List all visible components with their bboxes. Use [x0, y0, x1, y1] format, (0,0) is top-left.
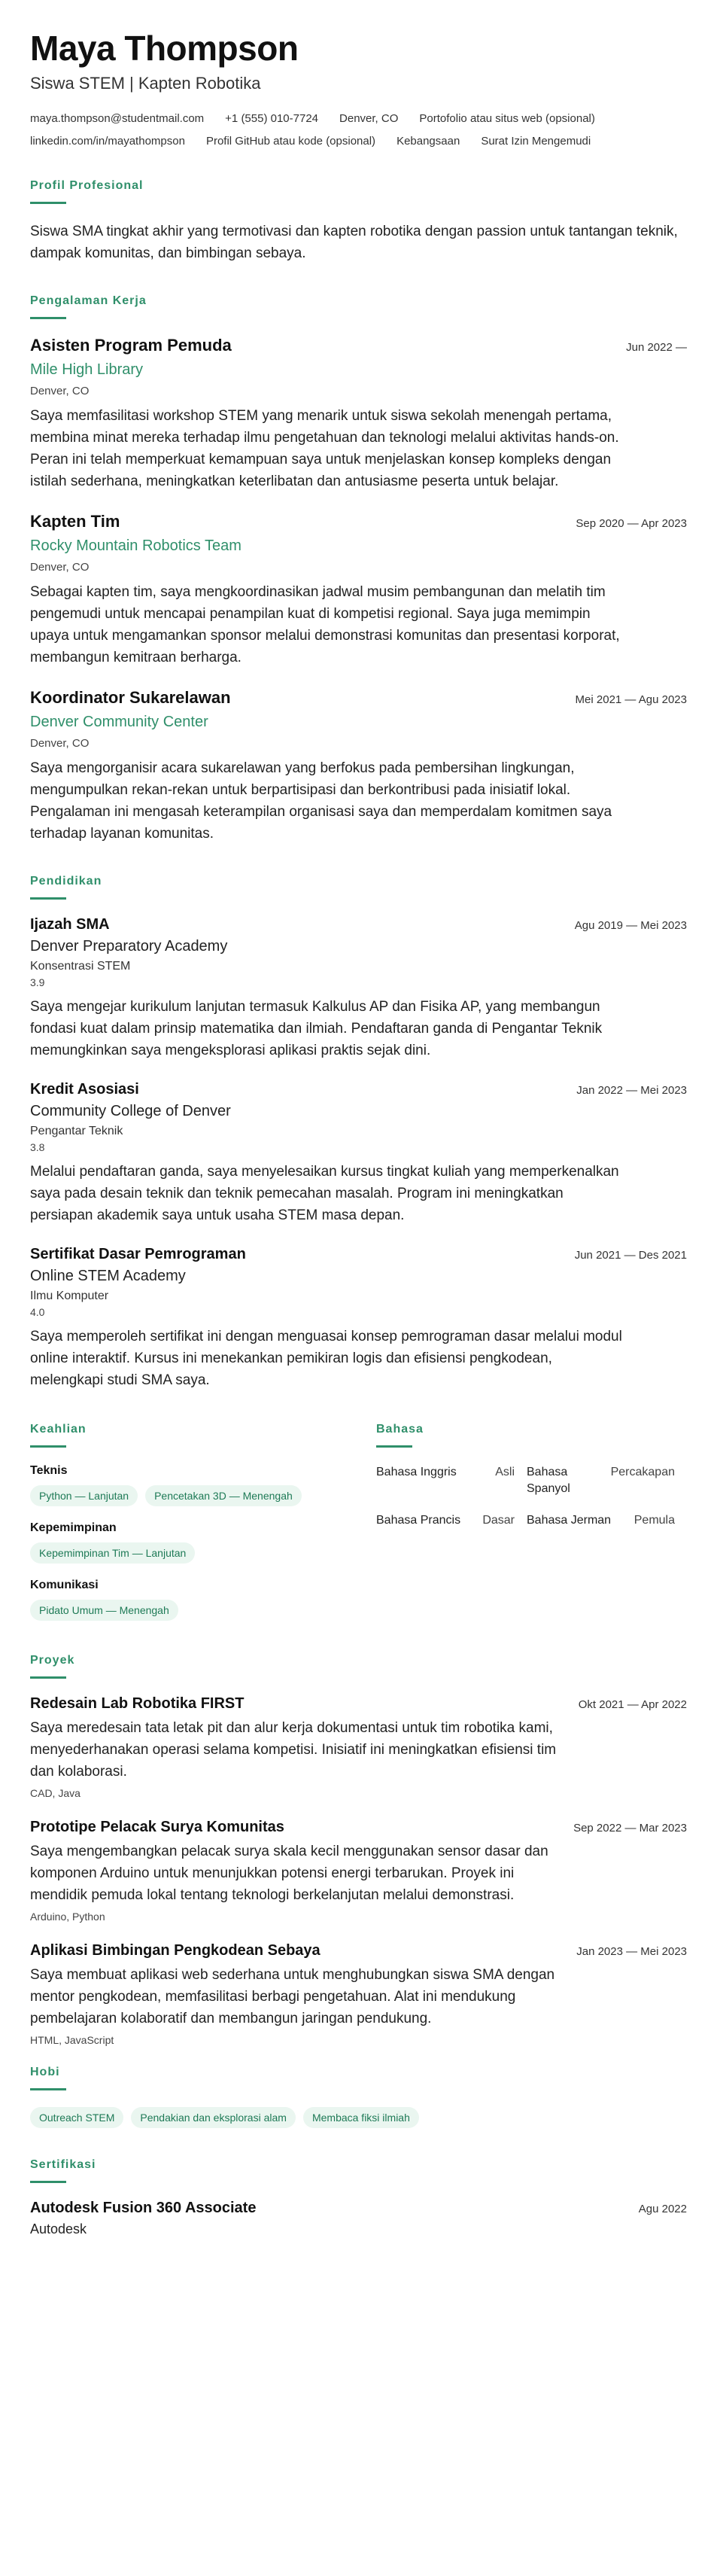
- contact-location: Denver, CO: [339, 112, 399, 125]
- section-rule: [30, 1676, 66, 1679]
- contact-linkedin: linkedin.com/in/mayathompson: [30, 135, 185, 148]
- skills-languages-row: [30, 1411, 687, 1636]
- education-entry: [30, 1246, 687, 1391]
- experience-section: [30, 294, 687, 845]
- school-name: Community College of Denver: [30, 1103, 231, 1119]
- certifications-section: [30, 2158, 687, 2237]
- school-name: Denver Preparatory Academy: [30, 938, 228, 955]
- gpa-value: 3.9: [30, 976, 45, 988]
- languages-section: [376, 1411, 687, 1636]
- project-entry: [30, 1695, 687, 1799]
- section-title: Proyek: [30, 1654, 75, 1667]
- language-level: Asli: [495, 1466, 515, 1478]
- hobby-chip: Outreach STEM: [30, 2107, 123, 2128]
- project-name: Prototipe Pelacak Surya Komunitas: [30, 1819, 284, 1835]
- language-item: [527, 1464, 687, 1497]
- section-title: Profil Profesional: [30, 179, 144, 192]
- job-title: Asisten Program Pemuda: [30, 336, 232, 355]
- skill-chip: Kepemimpinan Tim — Lanjutan: [30, 1542, 195, 1564]
- section-rule: [376, 1445, 412, 1448]
- candidate-tagline: Siswa STEM | Kapten Robotika: [30, 74, 261, 93]
- candidate-name: Maya Thompson: [30, 29, 299, 68]
- experience-entry: [30, 688, 687, 845]
- education-description: Melalui pendaftaran ganda, saya menyelesaikan kursus tingkat kuliah yang memperkenalkan saya pada desain teknik dan teknik pemecahan masalah. Program ini meningkatkan persiapan akademik saya untuk usaha STEM masa depan.: [30, 1164, 619, 1223]
- job-location: Denver, CO: [30, 561, 90, 574]
- project-date: Sep 2022 — Mar 2023: [573, 1822, 687, 1835]
- section-rule: [30, 202, 66, 204]
- section-title: Pendidikan: [30, 875, 102, 888]
- job-title: Koordinator Sukarelawan: [30, 688, 231, 707]
- gpa-value: 4.0: [30, 1306, 45, 1318]
- language-item: [527, 1512, 687, 1529]
- language-item: [376, 1464, 527, 1497]
- project-date: Okt 2021 — Apr 2022: [578, 1698, 687, 1711]
- language-item: [376, 1512, 527, 1529]
- language-level: Pemula: [633, 1514, 675, 1527]
- job-employer: Denver Community Center: [30, 714, 208, 730]
- section-title: Bahasa: [376, 1423, 424, 1436]
- job-date: Mei 2021 — Agu 2023: [575, 693, 687, 706]
- language-name: Bahasa Inggris: [376, 1466, 457, 1478]
- contact-phone: +1 (555) 010-7724: [225, 112, 319, 125]
- degree-title: Kredit Asosiasi: [30, 1081, 139, 1098]
- contact-portfolio: Portofolio atau situs web (opsional): [419, 112, 595, 125]
- education-date: Agu 2019 — Mei 2023: [574, 919, 687, 932]
- summary-text: Siswa SMA tingkat akhir yang termotivasi dan kapten robotika dengan passion untuk tantangan teknik, dampak komunitas, dan bimbingan sebaya.: [30, 224, 678, 261]
- section-rule: [30, 2181, 66, 2183]
- education-description: Saya memperoleh sertifikat ini dengan menguasai konsep pemrograman dasar melalui modul online interaktif. Kursus ini menekankan pemikiran logis dan efisiensi pengkodean, melengkapi studi SMA saya.: [30, 1329, 622, 1388]
- skill-group-name: Teknis: [30, 1464, 68, 1477]
- job-date: Sep 2020 — Apr 2023: [576, 517, 687, 530]
- language-name: Bahasa Jerman: [527, 1514, 612, 1527]
- project-description: Saya meredesain tata letak pit dan alur kerja dokumentasi untuk tim robotika kami, menyederhanakan operasi selama kompetisi. Inisiatif ini meningkatkan efisiensi tim dan kolaborasi.: [30, 1720, 557, 1780]
- field-of-study: Pengantar Teknik: [30, 1125, 123, 1137]
- job-date: Jun 2022 —: [626, 341, 687, 354]
- field-of-study: Konsentrasi STEM: [30, 960, 131, 973]
- skill-group: [30, 1464, 376, 1506]
- skills-section: [30, 1411, 376, 1636]
- section-rule: [30, 2088, 66, 2090]
- certification-date: Agu 2022: [638, 2203, 687, 2215]
- project-entry: [30, 1942, 687, 2046]
- project-name: Redesain Lab Robotika FIRST: [30, 1695, 245, 1712]
- certification-entry: [30, 2200, 687, 2237]
- education-entry: [30, 1081, 687, 1226]
- skill-group-name: Kepemimpinan: [30, 1521, 117, 1534]
- hobby-chip: Pendakian dan eksplorasi alam: [131, 2107, 296, 2128]
- job-location: Denver, CO: [30, 737, 90, 750]
- skill-chip: Pidato Umum — Menengah: [30, 1600, 178, 1621]
- education-entry: [30, 916, 687, 1061]
- job-description: Saya memfasilitasi workshop STEM yang menarik untuk siswa sekolah menengah pertama, membina minat mereka terhadap ilmu pengetahuan dan teknologi melalui aktivitas hands-on. Peran ini telah memperkuat kemampuan saya untuk menjelaskan konsep kompleks dengan istilah sederhana, meningkatkan keterlibatan dan antusiasme peserta untuk belajar.: [30, 408, 619, 489]
- contact-list: [30, 111, 687, 149]
- job-description: Saya mengorganisir acara sukarelawan yang berfokus pada pembersihan lingkungan, mengumpulkan rekan-rekan untuk berpartisipasi dan berkontribusi pada inisiatif lokal. Pengalaman ini mengasah keterampilan organisasi saya dan memperdalam komitmen saya terhadap layanan komunitas.: [30, 760, 612, 842]
- section-title: Sertifikasi: [30, 2158, 96, 2171]
- contact-email: maya.thompson@studentmail.com: [30, 112, 205, 125]
- skill-group-name: Komunikasi: [30, 1579, 99, 1591]
- project-date: Jan 2023 — Mei 2023: [576, 1945, 687, 1958]
- project-tech: HTML, JavaScript: [30, 2034, 114, 2046]
- education-date: Jun 2021 — Des 2021: [574, 1249, 687, 1262]
- summary-section: [30, 179, 687, 264]
- projects-section: [30, 1654, 687, 2046]
- project-description: Saya mengembangkan pelacak surya skala kecil menggunakan sensor dasar dan komponen Arduino untuk menunjukkan potensi energi terbarukan. Proyek ini mendidik pemuda lokal tentang teknologi berkelanjutan melalui demonstrasi.: [30, 1844, 548, 1903]
- experience-entry: [30, 336, 687, 492]
- field-of-study: Ilmu Komputer: [30, 1290, 109, 1302]
- project-description: Saya membuat aplikasi web sederhana untuk menghubungkan siswa SMA dengan mentor pengkodean, memfasilitasi berbagi pengetahuan. Alat ini mendukung pembelajaran kolaboratif dan membangun jaringan pendukung.: [30, 1967, 555, 2026]
- section-title: Pengalaman Kerja: [30, 294, 147, 307]
- hobby-chip: Membaca fiksi ilmiah: [303, 2107, 419, 2128]
- job-location: Denver, CO: [30, 385, 90, 397]
- project-entry: [30, 1819, 687, 1923]
- education-date: Jan 2022 — Mei 2023: [576, 1084, 687, 1097]
- skill-group: [30, 1521, 376, 1564]
- degree-title: Ijazah SMA: [30, 916, 110, 933]
- section-title: Keahlian: [30, 1423, 87, 1436]
- certification-name: Autodesk Fusion 360 Associate: [30, 2200, 257, 2216]
- job-employer: Rocky Mountain Robotics Team: [30, 537, 242, 554]
- school-name: Online STEM Academy: [30, 1268, 186, 1284]
- hobbies-section: [30, 2066, 687, 2128]
- section-rule: [30, 1445, 66, 1448]
- project-name: Aplikasi Bimbingan Pengkodean Sebaya: [30, 1942, 321, 1959]
- education-description: Saya mengejar kurikulum lanjutan termasuk Kalkulus AP dan Fisika AP, yang membangun fondasi kuat dalam prinsip matematika dan ilmiah. Pendaftaran ganda di Pengantar Teknik memungkinkan saya mengeksplorasi aplikasi praktis sejak dini.: [30, 999, 603, 1058]
- education-section: [30, 875, 687, 1391]
- job-description: Sebagai kapten tim, saya mengkoordinasikan jadwal musim pembangunan dan melatih tim pengemudi untuk mencapai penampilan kuat di kompetisi regional. Saya juga memimpin upaya untuk mengamankan sponsor melalui demonstrasi komunitas dan presentasi korporat, membangun kemitraan berharga.: [30, 584, 620, 665]
- skill-chip: Pencetakan 3D — Menengah: [145, 1485, 302, 1506]
- skill-group: [30, 1579, 376, 1621]
- contact-github: Profil GitHub atau kode (opsional): [205, 135, 376, 148]
- language-level: Dasar: [482, 1514, 515, 1527]
- contact-driving-license: Surat Izin Mengemudi: [481, 135, 591, 148]
- language-name: Bahasa Spanyol: [527, 1466, 570, 1495]
- job-title: Kapten Tim: [30, 512, 120, 531]
- skill-chip: Python — Lanjutan: [30, 1485, 138, 1506]
- contact-nationality: Kebangsaan: [396, 135, 460, 148]
- gpa-value: 3.8: [30, 1141, 45, 1153]
- section-rule: [30, 317, 66, 319]
- resume-header: [30, 27, 687, 149]
- project-tech: Arduino, Python: [30, 1911, 105, 1923]
- language-level: Percakapan: [610, 1466, 675, 1478]
- section-title: Hobi: [30, 2066, 60, 2078]
- certification-issuer: Autodesk: [30, 2221, 87, 2236]
- language-name: Bahasa Prancis: [376, 1514, 461, 1527]
- section-rule: [30, 897, 66, 900]
- project-tech: CAD, Java: [30, 1787, 81, 1799]
- job-employer: Mile High Library: [30, 361, 144, 378]
- experience-entry: [30, 512, 687, 668]
- degree-title: Sertifikat Dasar Pemrograman: [30, 1246, 246, 1262]
